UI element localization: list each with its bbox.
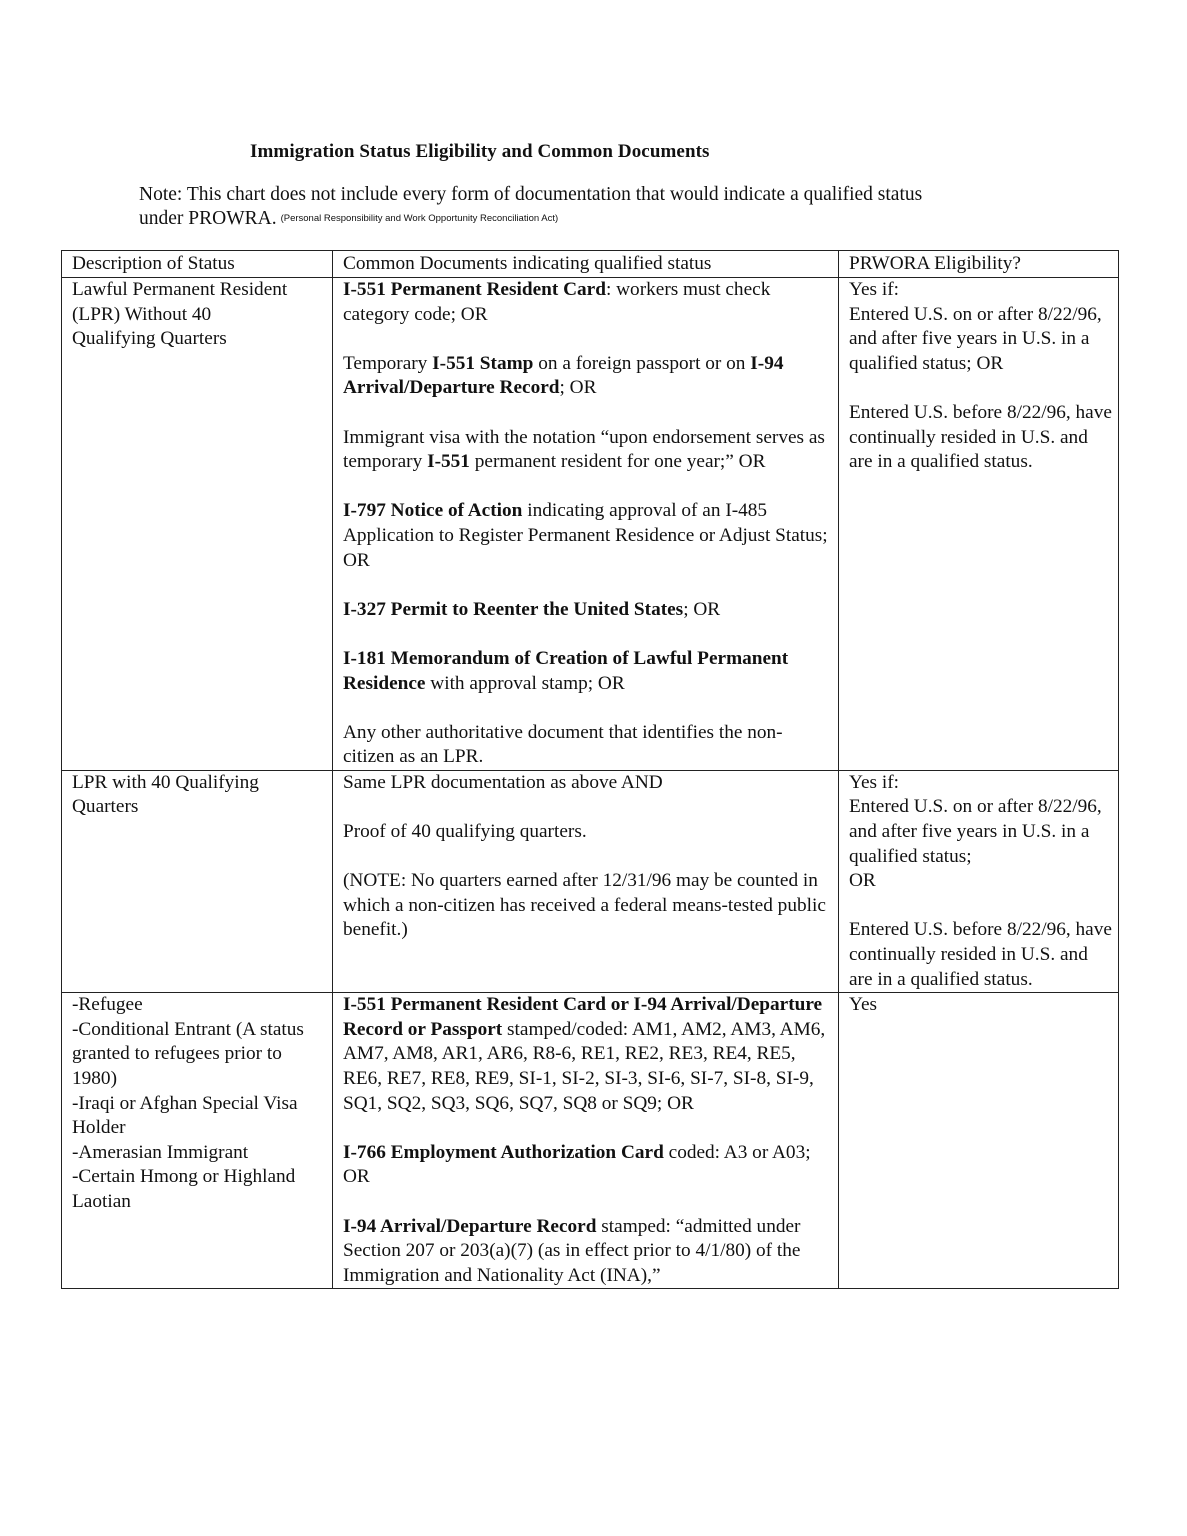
document-item: (NOTE: No quarters earned after 12/31/96 may be counted in which a non-citizen has received a federal means-tested public benefit.) [343, 870, 826, 941]
note-line-1: Note: This chart does not include every form of documentation that would indicate a qualified status [139, 184, 923, 205]
document-item: Proof of 40 qualifying quarters. [343, 821, 587, 843]
documents-cell [333, 278, 839, 771]
document-item: I-327 Permit to Reenter the United States; OR [343, 598, 721, 620]
table-header-row [62, 251, 1119, 278]
eligibility-cell: Yes if: Entered U.S. on or after 8/22/96, and after five years in U.S. in a qualified status; OR Entered U.S. before 8/22/96, have continually resided in U.S. and are in a qualified status. [839, 770, 1119, 992]
document-item: Any other authoritative document that identifies the non-citizen as an LPR. [343, 721, 783, 768]
eligibility-cell: Yes [839, 993, 1119, 1289]
status-description-cell: LPR with 40 Qualifying Quarters [62, 770, 333, 992]
document-item: I-181 Memorandum of Creation of Lawful Permanent Residence with approval stamp; OR [343, 647, 789, 694]
status-description-cell: -Refugee -Conditional Entrant (A status granted to refugees prior to 1980) -Iraqi or Afghan Special Visa Holder -Amerasian Immigrant -Certain Hmong or Highland Laotian [62, 993, 333, 1289]
note-paragraph [139, 183, 1039, 231]
header-eligibility: PRWORA Eligibility? [839, 251, 1119, 278]
page-title: Immigration Status Eligibility and Common Documents [250, 141, 710, 162]
document-item: Same LPR documentation as above AND [343, 771, 663, 793]
documents-cell [333, 993, 839, 1289]
eligibility-table [61, 250, 1119, 1289]
document-item: I-551 Permanent Resident Card: workers must check category code; OR [343, 279, 771, 325]
document-item: I-551 Permanent Resident Card or I-94 Arrival/Departure Record or Passport stamped/coded: AM1, AM2, AM3, AM6, AM7, AM8, AR1, AR6, R8-6, RE1, RE2, RE3, RE4, RE5, RE6, RE7, RE8, RE9, SI-1, SI-2, SI-3, SI-6, SI-7, SI-8, SI-9, SQ1, SQ2, SQ3, SQ6, SQ7, SQ8 or SQ9; OR [343, 994, 826, 1114]
document-item: Immigrant visa with the notation “upon endorsement serves as temporary I-551 permanent resident for one year;” OR [343, 426, 825, 473]
table-row [62, 278, 1119, 771]
table-row [62, 993, 1119, 1289]
document-item: I-94 Arrival/Departure Record stamped: “admitted under Section 207 or 203(a)(7) (as in effect prior to 4/1/80) of the Immigration and Nationality Act (INA),” [343, 1215, 801, 1286]
documents-cell [333, 770, 839, 992]
table-row [62, 770, 1119, 992]
header-documents: Common Documents indicating qualified status [333, 251, 839, 278]
header-description: Description of Status [62, 251, 333, 278]
status-description-cell: Lawful Permanent Resident (LPR) Without 40 Qualifying Quarters [62, 278, 333, 771]
note-acronym-expansion: (Personal Responsibility and Work Opportunity Reconciliation Act) [280, 213, 559, 224]
eligibility-cell: Yes if: Entered U.S. on or after 8/22/96, and after five years in U.S. in a qualified status; OR Entered U.S. before 8/22/96, have continually resided in U.S. and are in a qualified status. [839, 278, 1119, 771]
note-line-2: under PROWRA. [139, 208, 277, 229]
document-item: I-797 Notice of Action indicating approval of an I-485 Application to Register Permanent Residence or Adjust Status; OR [343, 500, 828, 571]
document-item: I-766 Employment Authorization Card coded: A3 or A03; OR [343, 1141, 811, 1188]
document-item: Temporary I-551 Stamp on a foreign passport or on I-94 Arrival/Departure Record; OR [343, 352, 784, 399]
